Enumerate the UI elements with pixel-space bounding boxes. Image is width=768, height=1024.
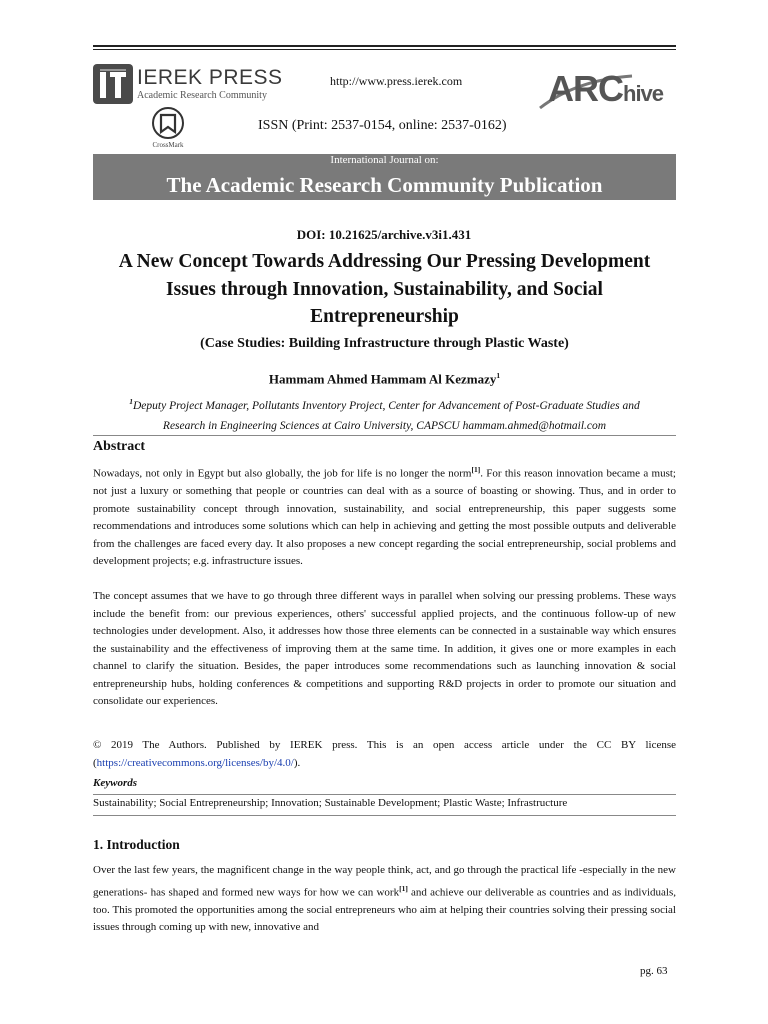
crossmark-icon: [148, 107, 188, 141]
journal-banner: [93, 154, 676, 200]
abstract-paragraph: The concept assumes that we have to go through three different ways in parallel when solving our pressing problems. These ways include the benefit from: our previous experiences, others' successful applied projects, and the continuous follow-up of new technologies under development. Also, it addresses how those three elements can be connected in a sustainable way which ensures the sustainability and the effectiveness of improving them at the same time. In addition, it gives one or more examples in each channel to clarify the situation. Besides, the paper introduces some recommendations such as launching innovation & social entrepreneurship hubs, holding conferences & competitions and supporting R&D projects in order to promote our situation and consolidate our experiences.: [93, 590, 676, 707]
license-statement: [93, 737, 676, 772]
abstract-heading: Abstract: [93, 439, 146, 454]
crossmark-badge[interactable]: [148, 107, 188, 151]
license-text: © 2019 The Authors. Published by IEREK press. This is an open access article under the CC BY license (: [93, 739, 676, 769]
archive-logo-main: ARC: [548, 68, 623, 109]
ierek-emblem-icon: [93, 64, 133, 104]
intro-text: and achieve our deliverable as countries and as individuals, too. This promoted the opportunities among the social entrepreneurs who aim at helping their countries solving their pressing social issues through coming up with new, innovative and: [93, 886, 676, 934]
journal-prefix: International Journal on:: [330, 154, 439, 166]
divider: [93, 794, 676, 795]
author-sup: 1: [496, 371, 501, 380]
article-title: [93, 248, 676, 331]
abstract-text: Nowadays, not only in Egypt but also globally, the job for life is no longer the norm: [93, 467, 472, 480]
crossmark-label: CrossMark: [152, 141, 184, 149]
citation-ref[interactable]: [1]: [399, 883, 408, 893]
affiliation-line: Research in Engineering Sciences at Cairo University, CAPSCU hammam.ahmed@hotmail.com: [162, 419, 607, 432]
divider: [93, 815, 676, 816]
doi[interactable]: DOI: 10.21625/archive.v3i1.431: [296, 227, 472, 242]
journal-title: The Academic Research Community Publication: [166, 173, 603, 197]
publisher-url[interactable]: http://www.press.ierek.com: [330, 74, 463, 88]
top-rule: [93, 45, 676, 50]
title-line: Issues through Innovation, Sustainability, and Social: [166, 278, 603, 300]
intro-text: Over the last few years, the magnificent change in the way people think, act, and go through the practical life -especially in the new generations- has shaped and formed new ways for how we can work: [93, 864, 676, 899]
abstract-paragraph: [93, 461, 676, 571]
archive-logo[interactable]: [536, 66, 678, 114]
license-text: ).: [293, 756, 301, 769]
license-link[interactable]: https://creativecommons.org/licenses/by/4.0/: [96, 756, 294, 769]
title-line: A New Concept Towards Addressing Our Pressing Development: [118, 251, 651, 272]
page-number: pg. 63: [640, 965, 668, 977]
keywords-list: Sustainability; Social Entrepreneurship; Innovation; Sustainable Development; Plastic Waste; Infrastructure: [93, 797, 568, 809]
archive-logo-text: [548, 68, 663, 110]
affiliation-line: Deputy Project Manager, Pollutants Inventory Project, Center for Advancement of Post-Graduate Studies and: [132, 399, 640, 412]
publisher-tagline: Academic Research Community: [137, 90, 267, 101]
author-name: [93, 371, 676, 387]
archive-logo-tail: hive: [623, 81, 664, 106]
publisher-name: IEREK PRESS: [137, 66, 283, 89]
author-text: Hammam Ahmed Hammam Al Kezmazy: [268, 371, 497, 387]
divider: [93, 435, 676, 436]
affil-sup: 1: [129, 397, 133, 406]
citation-ref[interactable]: [1]: [471, 465, 481, 474]
article-subtitle: (Case Studies: Building Infrastructure through Plastic Waste): [200, 336, 569, 351]
introduction-heading: 1. Introduction: [93, 837, 180, 852]
abstract-text: . For this reason innovation became a must; not just a luxury or something that people or countries can deal with as a source of boasting or showing. Thus, and in order to promote sustainability concept through innovation, sustainability, and social entrepreneurship, this paper suggests some recommendations and introduces some solutions which can help in achieving and getting the most possible outputs and deliverable from the challenges are faced every day. It also proposes a new concept regarding the social entrepreneurship, social problems and development projects; e.g. infrastructure issues.: [93, 467, 676, 568]
introduction-paragraph: [93, 862, 676, 937]
keywords-label: Keywords: [93, 777, 137, 789]
title-line: Entrepreneurship: [310, 306, 459, 327]
issn: ISSN (Print: 2537-0154, online: 2537-0162): [258, 118, 507, 133]
ierek-press-logo[interactable]: [93, 64, 283, 104]
author-affiliation: [93, 392, 676, 436]
